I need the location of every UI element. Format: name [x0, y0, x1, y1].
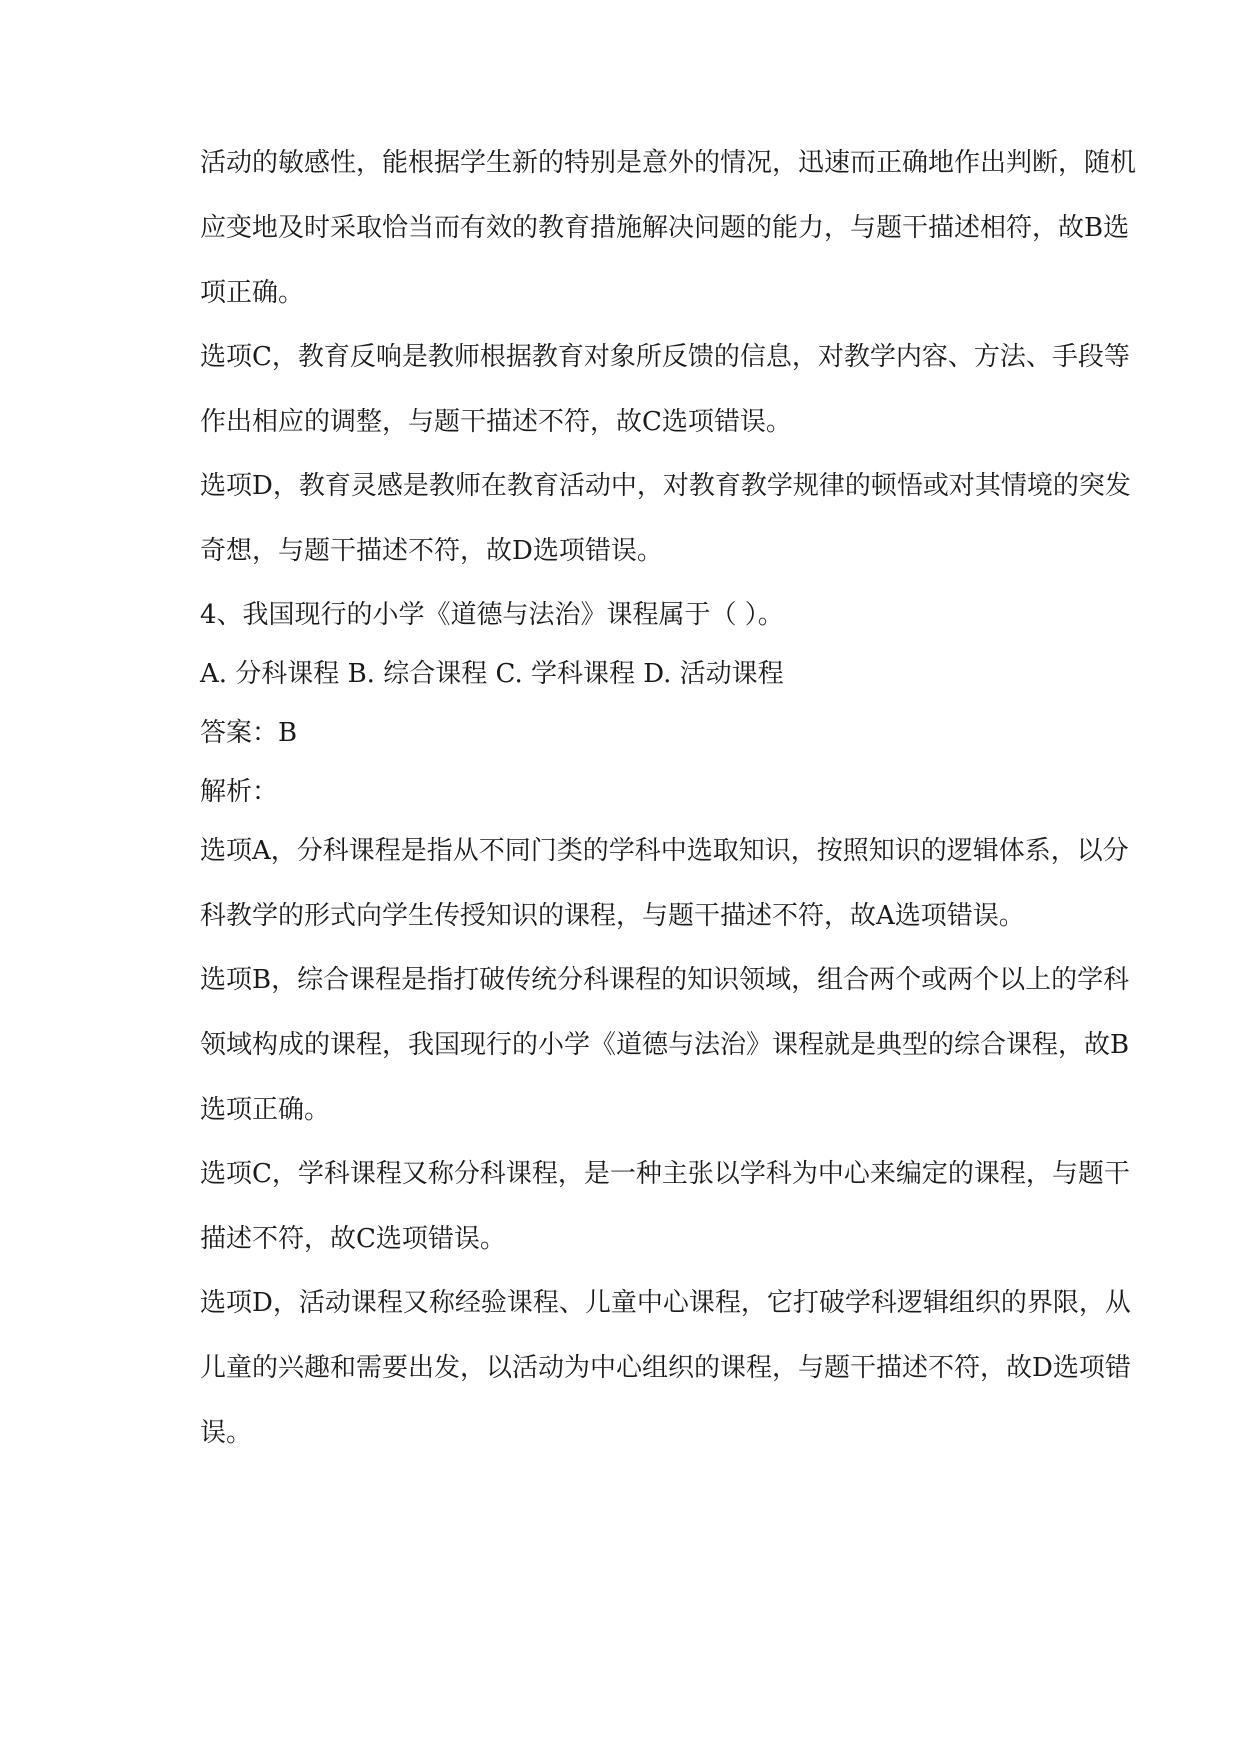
text-line: 活动的敏感性，能根据学生新的特别是意外的情况，迅速而正确地作出判断，随机 [200, 148, 1137, 178]
text-line: 项正确。 [200, 278, 305, 308]
question-4-options: A. 分科课程 B. 综合课程 C. 学科课程 D. 活动课程 [200, 659, 784, 689]
document-body [200, 146, 1137, 1450]
text-line: 作出相应的调整，与题干描述不符，故C选项错误。 [200, 407, 792, 437]
text-line: 误。 [200, 1418, 253, 1448]
option-c-explanation: 选项C，学科课程又称分科课程，是一种主张以学科为中心来编定的课程，与题干 [200, 1159, 1130, 1189]
text-line: 奇想，与题干描述不符，故D选项错误。 [200, 536, 663, 566]
question-4: 4、我国现行的小学《道德与法治》课程属于（ ）。 [200, 600, 784, 630]
text-line: 领域构成的课程，我国现行的小学《道德与法治》课程就是典型的综合课程，故B [200, 1030, 1130, 1060]
text-line: 儿童的兴趣和需要出发，以活动为中心组织的课程，与题干描述不符，故D选项错 [200, 1353, 1131, 1383]
text-line: 科教学的形式向学生传授知识的课程，与题干描述不符，故A选项错误。 [200, 901, 1025, 931]
option-a-explanation: 选项A，分科课程是指从不同门类的学科中选取知识，按照知识的逻辑体系，以分 [200, 836, 1129, 866]
option-b-explanation: 选项B，综合课程是指打破传统分科课程的知识领域，组合两个或两个以上的学科 [200, 965, 1130, 995]
text-line: 描述不符，故C选项错误。 [200, 1224, 506, 1254]
answer-label: 答案：B [200, 718, 298, 748]
analysis-label: 解析： [200, 777, 279, 807]
option-c-explanation: 选项C，教育反响是教师根据教育对象所反馈的信息，对教学内容、方法、手段等 [200, 342, 1130, 372]
text-line: 应变地及时采取恰当而有效的教育措施解决问题的能力，与题干描述相符，故B选 [200, 213, 1130, 243]
text-line: 选项正确。 [200, 1095, 331, 1125]
option-d-explanation: 选项D，教育灵感是教师在教育活动中，对教育教学规律的顿悟或对其情境的突发 [200, 471, 1131, 501]
option-d-explanation: 选项D，活动课程又称经验课程、儿童中心课程，它打破学科逻辑组织的界限，从 [200, 1288, 1131, 1318]
